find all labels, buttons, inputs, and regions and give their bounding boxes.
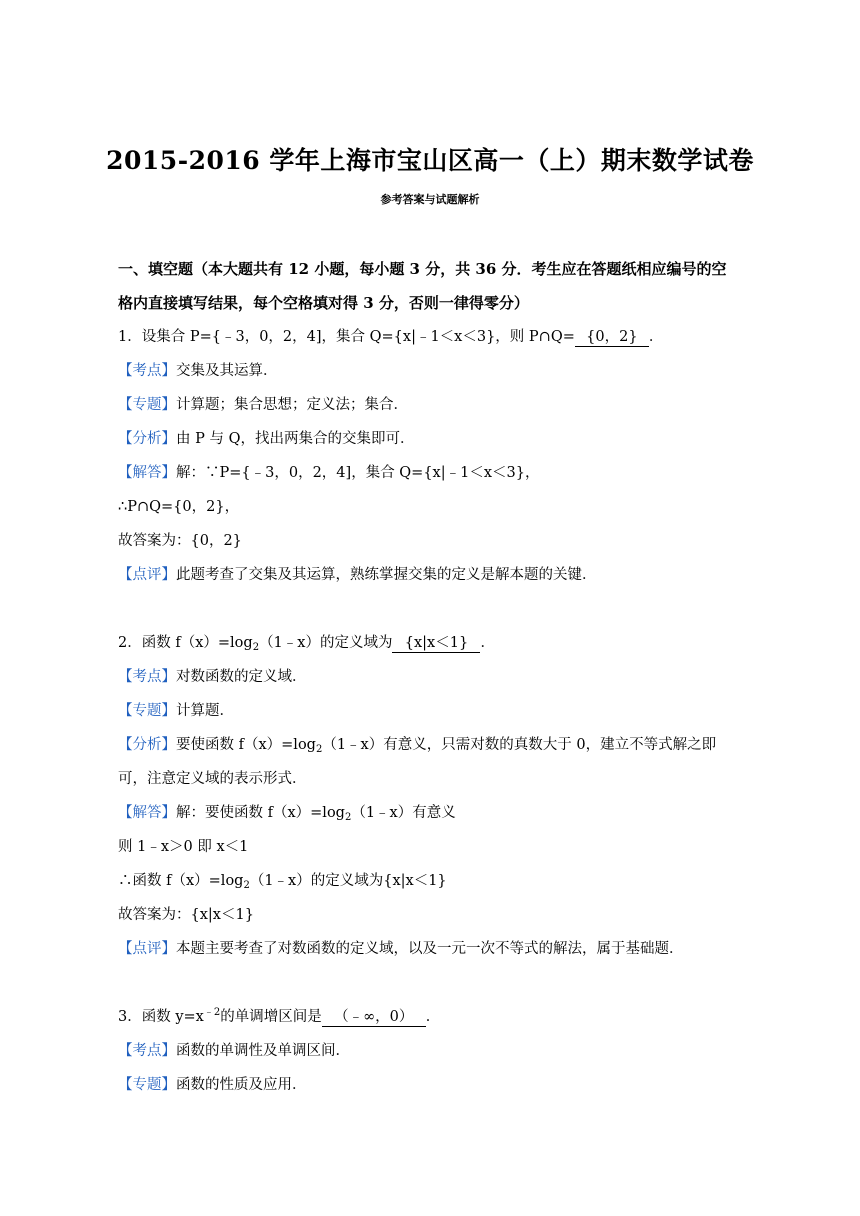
dianping-tag: 【点评】	[118, 941, 176, 957]
section-heading-line1: 一、填空题（本大题共有 12 小题，每小题 3 分，共 36 分．考生应在答题纸相应编号的空	[118, 260, 727, 278]
q2-step2: 则 1﹣x＞0 即 x＜1	[118, 839, 249, 855]
section-heading-line2: 格内直接填写结果，每个空格填对得 3 分，否则一律得零分）	[118, 294, 529, 312]
q2-step3-a: ∴函数 f（x）=log	[118, 873, 244, 889]
q1-kaodian	[118, 361, 748, 381]
q1-step2: ∴P∩Q={0，2}，	[118, 499, 240, 515]
jieda-tag: 【解答】	[118, 465, 176, 481]
kaodian-tag: 【考点】	[118, 1043, 176, 1059]
q2-zhuanti	[118, 701, 748, 721]
q2-jieda	[118, 803, 748, 823]
q2-stem-a: 2．函数 f（x）=log	[118, 635, 253, 651]
q2-step3-sub: 2	[243, 880, 250, 891]
q3-zhuanti-text: 函数的性质及应用．	[176, 1077, 307, 1093]
q2-dianping-text: 本题主要考查了对数函数的定义域，以及一元一次不等式的解法，属于基础题．	[176, 941, 684, 957]
q2-final: 故答案为：{x|x＜1}	[118, 907, 254, 923]
page-subtitle: 参考答案与试题解析	[380, 193, 480, 206]
q2-step3-b: （1﹣x）的定义域为{x|x＜1}	[249, 873, 447, 889]
q1-stem	[118, 327, 748, 347]
q2-dianping	[118, 939, 748, 959]
q1-jieda	[118, 463, 748, 483]
q2-fenxi-line2: 可，注意定义域的表示形式．	[118, 771, 307, 787]
q1-stem-text: 1．设集合 P={﹣3，0，2，4]，集合 Q={x|﹣1＜x＜3}，则 P∩Q=	[118, 329, 575, 345]
q1-answer-blank: {0，2}	[575, 328, 649, 347]
q2-stem	[118, 633, 748, 653]
fenxi-tag: 【分析】	[118, 431, 176, 447]
q1-zhuanti	[118, 395, 748, 415]
q1-stem-end: ．	[648, 329, 664, 345]
q2-fenxi	[118, 735, 748, 755]
q2-fenxi-a: 要使函数 f（x）=log	[176, 737, 316, 753]
q3-stem-b: 的单调增区间是	[220, 1009, 322, 1025]
q1-fenxi	[118, 429, 748, 449]
q2-stem-b: （1﹣x）的定义域为	[259, 635, 393, 651]
q2-step3	[118, 871, 748, 891]
kaodian-tag: 【考点】	[118, 363, 176, 379]
q3-zhuanti	[118, 1075, 748, 1095]
q1-dianping-text: 此题考查了交集及其运算，熟练掌握交集的定义是解本题的关键．	[176, 567, 597, 583]
q2-jieda-sub: 2	[344, 812, 352, 823]
q2-kaodian	[118, 667, 748, 687]
q1-fenxi-text: 由 P 与 Q，找出两集合的交集即可．	[176, 431, 415, 447]
q3-stem-sup: ﹣2	[203, 1007, 221, 1018]
q1-kaodian-text: 交集及其运算．	[176, 363, 278, 379]
q2-zhuanti-text: 计算题．	[176, 703, 234, 719]
q2-fenxi-sub: 2	[315, 744, 323, 755]
zhuanti-tag: 【专题】	[118, 1077, 176, 1093]
q2-answer-blank: {x|x＜1}	[392, 634, 480, 653]
q2-kaodian-text: 对数函数的定义域．	[176, 669, 307, 685]
q2-jieda-b: （1﹣x）有意义	[351, 805, 456, 821]
dianping-tag: 【点评】	[118, 567, 176, 583]
q1-zhuanti-text: 计算题；集合思想；定义法；集合．	[176, 397, 408, 413]
q2-stem-end: ．	[480, 635, 495, 651]
q3-stem-end: ．	[425, 1009, 441, 1025]
q3-stem-a: 3．函数 y=x	[118, 1009, 204, 1025]
jieda-tag: 【解答】	[118, 805, 176, 821]
zhuanti-tag: 【专题】	[118, 397, 176, 413]
q3-kaodian-text: 函数的单调性及单调区间．	[176, 1043, 350, 1059]
page-title: 2015-2016 学年上海市宝山区高一（上）期末数学试卷	[106, 146, 754, 175]
kaodian-tag: 【考点】	[118, 669, 176, 685]
q3-answer-blank: （﹣∞，0）	[322, 1008, 426, 1027]
zhuanti-tag: 【专题】	[118, 703, 176, 719]
q1-final: 故答案为：{0，2}	[118, 533, 242, 549]
q2-jieda-a: 解：要使函数 f（x）=log	[176, 805, 345, 821]
q3-kaodian	[118, 1041, 748, 1061]
q2-fenxi-b: （1﹣x）有意义，只需对数的真数大于 0，建立不等式解之即	[322, 737, 717, 753]
q2-stem-sub: 2	[252, 642, 260, 653]
fenxi-tag: 【分析】	[118, 737, 176, 753]
q3-stem	[118, 1007, 748, 1027]
q1-jieda-text: 解：∵P={﹣3，0，2，4]，集合 Q={x|﹣1＜x＜3}，	[176, 465, 540, 481]
q1-dianping	[118, 565, 748, 585]
